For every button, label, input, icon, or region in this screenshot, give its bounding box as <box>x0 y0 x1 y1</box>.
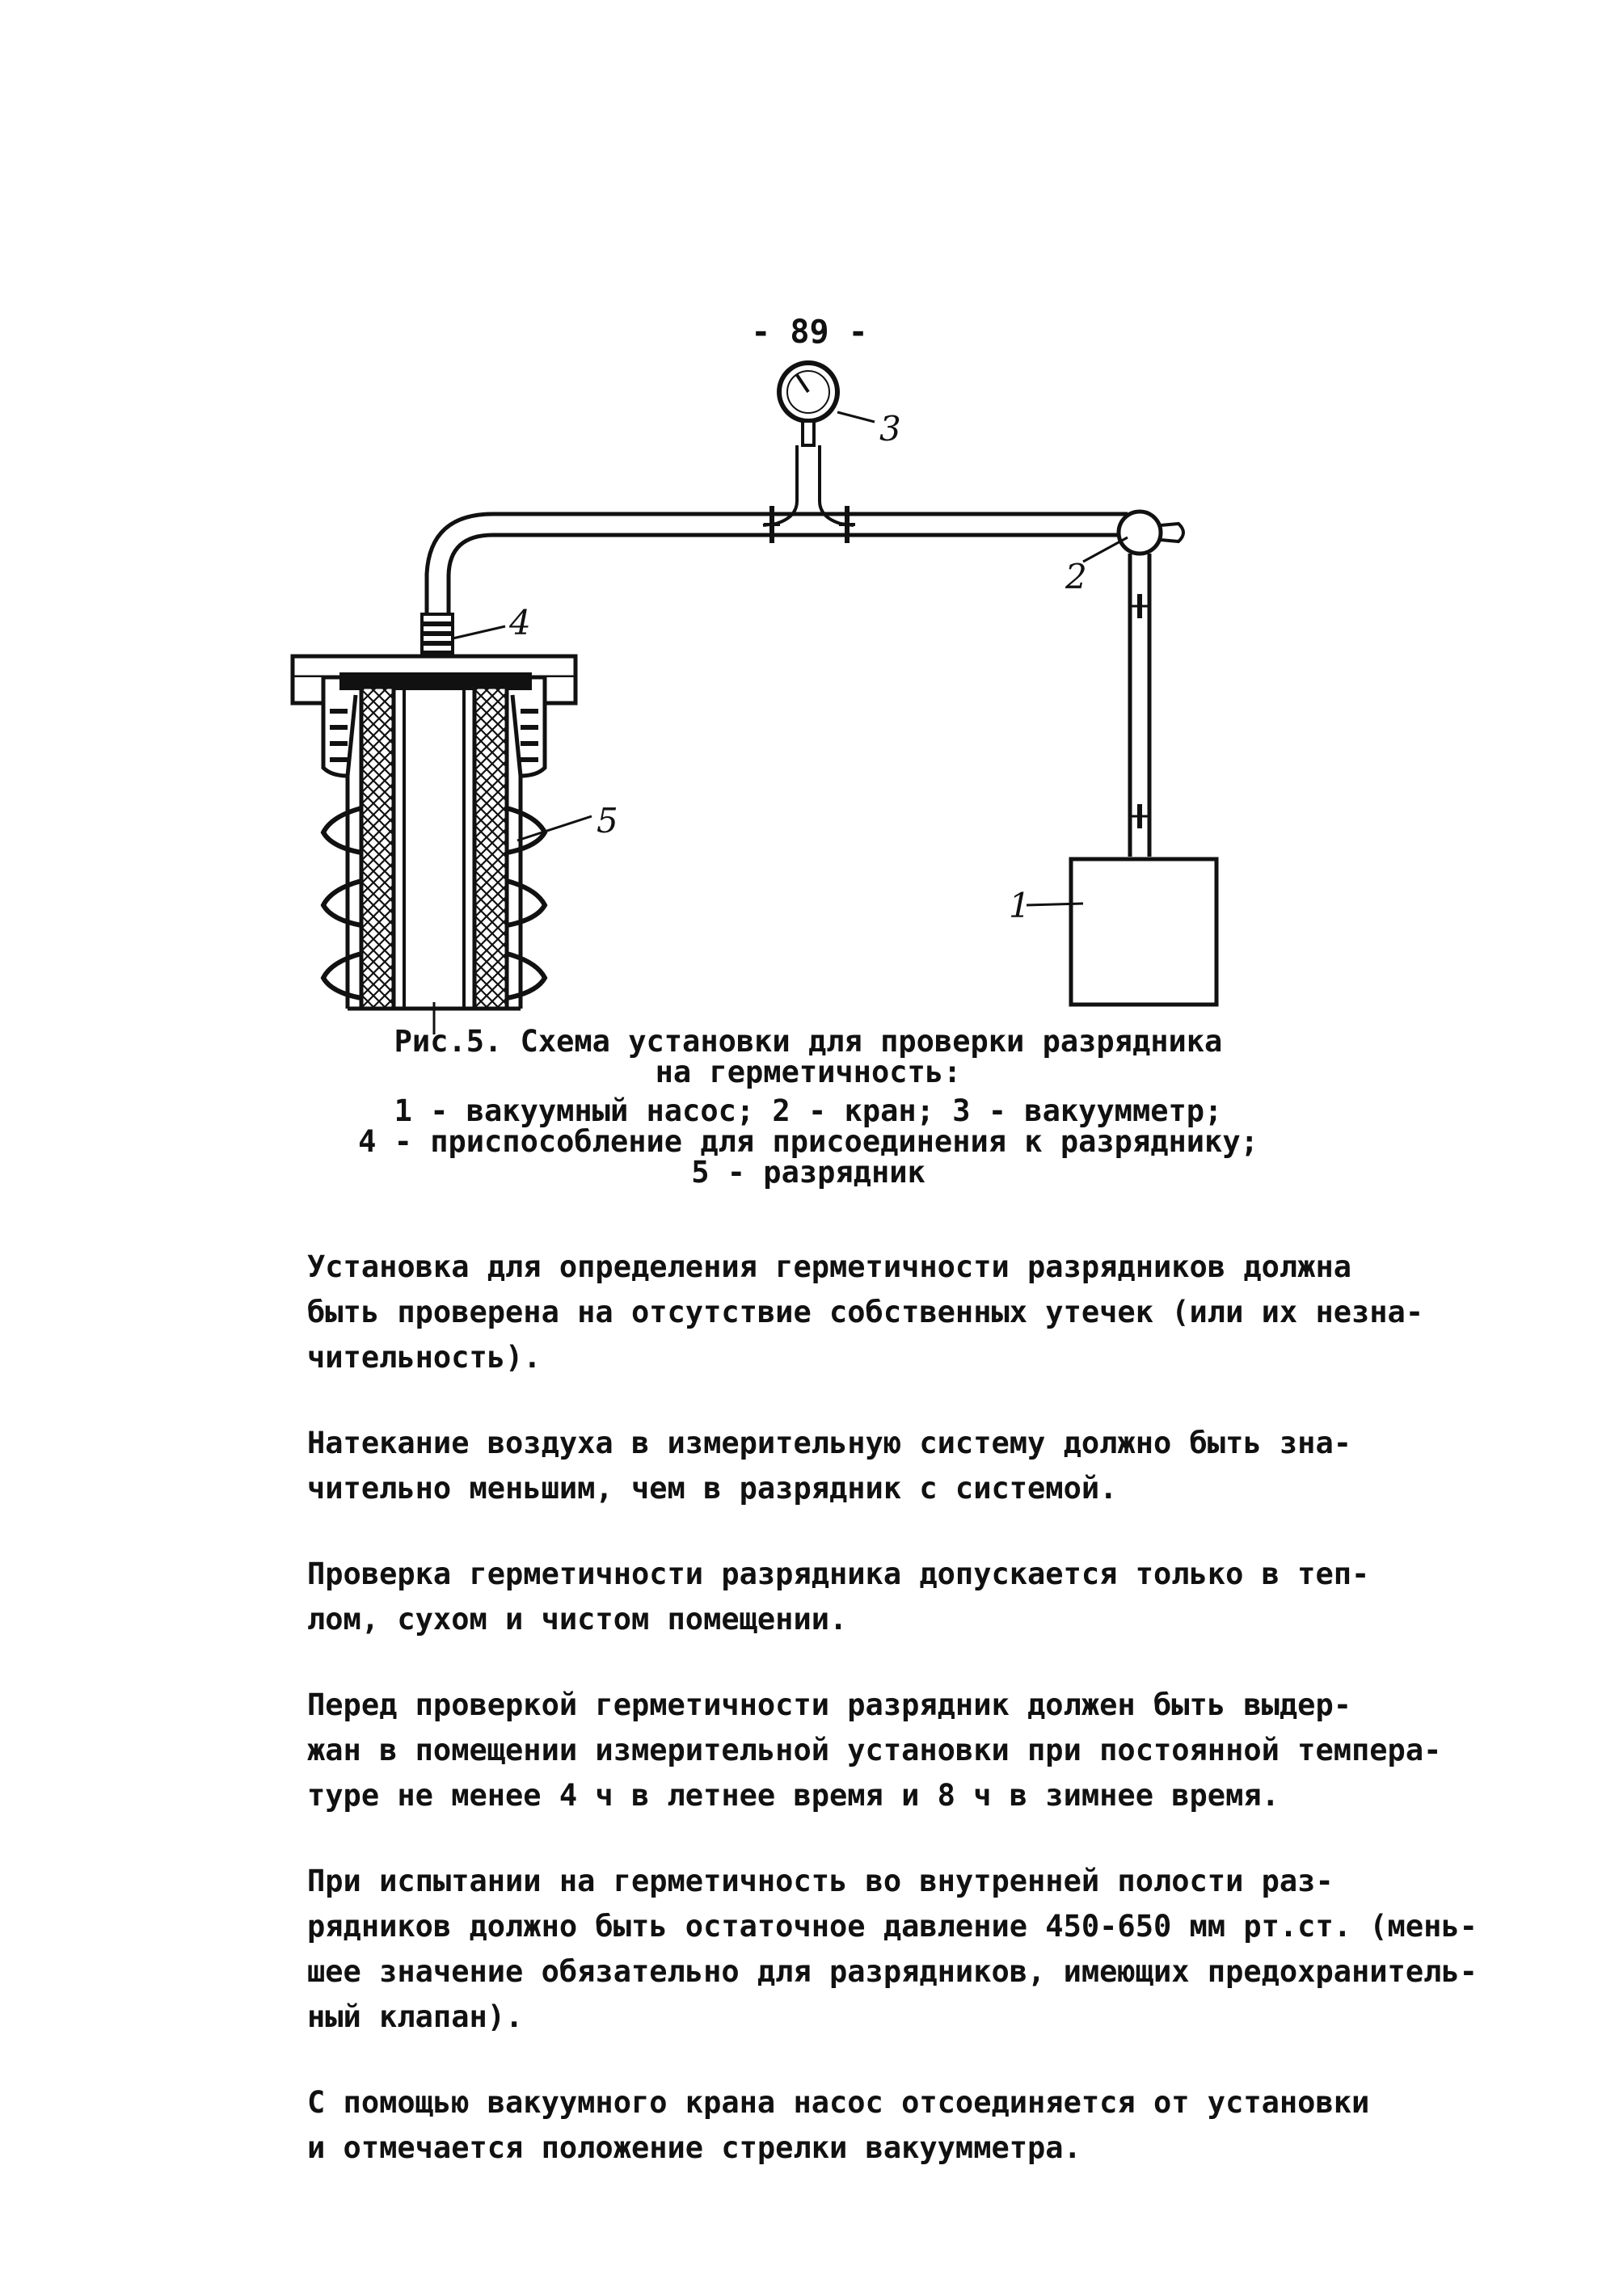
text-line: туре не менее 4 ч в летнее время и 8 ч в зимнее время. <box>307 1778 1280 1813</box>
label-pump: 1 <box>1009 886 1031 925</box>
page-number: - 89 - <box>751 314 868 351</box>
label-gauge: 3 <box>879 409 901 449</box>
text-line: Установка для определения герметичности разрядников должна <box>307 1249 1352 1284</box>
text-line: ный клапан). <box>307 1999 524 2034</box>
caption-legend: 5 - разрядник <box>691 1155 925 1190</box>
paragraph <box>307 1245 1424 1380</box>
paragraph <box>307 1683 1442 1818</box>
text-line: С помощью вакуумного крана насос отсоединяется от установки <box>307 2085 1370 2120</box>
label-valve: 2 <box>1065 557 1087 596</box>
label-fixture: 4 <box>509 603 531 642</box>
text-line: чительно меньшим, чем в разрядник с системой. <box>307 1471 1118 1506</box>
text-line: Перед проверкой герметичности разрядник должен быть выдер- <box>307 1687 1352 1722</box>
text-line: При испытании на герметичность во внутренней полости раз- <box>307 1864 1334 1898</box>
text-line: жан в помещении измерительной установки при постоянной темпера- <box>307 1733 1442 1767</box>
caption-legend: 1 - вакуумный насос; 2 - кран; 3 - вакуумметр; <box>394 1093 1223 1128</box>
paragraph <box>307 1859 1478 2040</box>
caption-legend: 4 - приспособление для присоединения к разряднику; <box>358 1124 1259 1159</box>
text-line: лом, сухом и чистом помещении. <box>307 1602 848 1637</box>
caption-title: Рис.5. Схема установки для проверки разрядника <box>394 1024 1223 1059</box>
body-text <box>307 1245 1478 2211</box>
caption-title-cont: на герметичность: <box>655 1055 962 1089</box>
label-arrester: 5 <box>597 801 618 840</box>
text-line: Натекание воздуха в измерительную систему должно быть зна- <box>307 1426 1352 1460</box>
text-line: Проверка герметичности разрядника допускается только в теп- <box>307 1557 1370 1591</box>
text-line: быть проверена на отсутствие собственных утечек (или их незна- <box>307 1295 1424 1329</box>
text-line: чительность). <box>307 1340 542 1375</box>
vacuum-pump <box>1071 859 1216 1005</box>
valve <box>1119 512 1183 857</box>
paragraph <box>307 1421 1352 1511</box>
vacuum-gauge <box>763 363 854 525</box>
text-line: и отмечается положение стрелки вакуумметра. <box>307 2130 1081 2165</box>
paragraph <box>307 1552 1370 1642</box>
text-line: рядников должно быть остаточное давление 450-650 мм рт.ст. (мень- <box>307 1909 1478 1944</box>
test-setup-diagram <box>0 0 1619 1034</box>
paragraph <box>307 2080 1370 2171</box>
text-line: шее значение обязательно для разрядников, имеющих предохранитель- <box>307 1954 1478 1989</box>
figure-caption <box>267 1026 1350 1188</box>
arrester <box>293 656 576 1034</box>
